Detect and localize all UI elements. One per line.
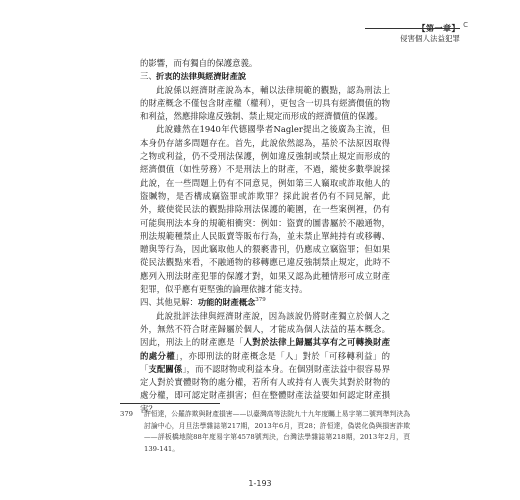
footnote-ref: 379 [255,297,266,304]
header-mark: C [463,21,468,29]
paragraph: 此說係以經濟財產說為本，輔以法律規範的觀點，認為刑法上的財產概念不僅包含財產權（權利），更包含一切具有經濟價值的物和利益，然應排除違反強制、禁止規定而形成的經濟價值的保護。 [140,84,390,122]
footnote-text: 許恒達，公羅詐欺與財產損害——以臺灣高等法院九十九年度矚上易字第二號判準判決為討論中心，月旦法學雜誌第217期，2013年6月，頁28；許恒達，偽裝化偽與損害詐欺——評板橋地院88年度易字第4578號判決，台灣法學雜誌第218期，2013年2月，頁139-141。 [144,410,410,453]
text-run: 」，而不認財物或利益本身。在個別財產法益中很容易界定人對於實體財物的處分權，若所有人或持有人喪失其對於財物的處分權，即可認定財產損害；但在整體財產法益要如何認定財產損害？ [140,363,390,414]
emphasis-control: 支配關係 [148,363,183,374]
footnote-number: 379 [120,410,133,418]
section-heading-4 [140,296,390,309]
paragraph [140,310,390,416]
intro-line: 的影響，而有獨自的保護意義。 [140,58,258,68]
section-prefix: 其他見解： [156,297,198,308]
section-title: 折衷的法律與經濟財產說 [156,71,247,82]
emphasis-definition: 人對於法律上歸屬其享有之可轉換財產的處分權 [140,337,391,361]
section-title: 功能的財產概念 [197,297,256,308]
footnote-rule [120,403,220,404]
footnote [120,409,410,455]
section-number: 四、 [140,297,157,308]
section-number: 三、 [140,71,157,82]
paragraph: 此說雖然在1940年代德國學者Nagler提出之後廣為主流，但本身仍存諸多問題存在。首先，此說依然認為，基於不法原因取得之物或利益，仍不受刑法保護，例如違反強制或禁止規定而形成的經濟價值（如性勞務）不是刑法上的財產，不過，縱使多數學說採此說，在一些問題上仍有不同意見，例如第三人竊取或詐取他人的盜贓物，是否構成竊盜罪或詐欺罪？採此說者仍有不同見解，此外，縱使從民法的觀點排除刑法保護的範圍，在一些案例裡，仍有可能與刑法本身的規範相衝突：例如：盜賣的圖書屬於不融通物，刑法規範種禁止人民販賣等販布行為，並未禁止單純持有或移轉、贈與等行為，因此竊取他人的猥褻書刊，仍應成立竊盜罪；但如果從民法觀點來看，不融通物的移轉應已違反強制禁止規定，此時不應列入刑法財產犯罪的保護才對，如果又認為此種情形可成立財產犯罪，似乎應有更堅強的論理依據才能支持。 [140,124,390,295]
chapter-subtitle: 侵害個人法益犯罪 [400,34,460,43]
text-run: 此說批評法律與經濟財產說，因為該說仍將財產獨立於個人之外，無然不符合財產歸屬於個人，才能成為個人法益的基本概念。因此，刑法上的財產應是「 [140,310,390,348]
page-number: 1-193 [248,479,272,488]
running-header [160,16,460,43]
header-rule [365,28,460,29]
text-run: 」，亦即刑法的財產概念是「人」對於「可移轉利益」的「 [140,350,390,374]
main-text [140,57,390,416]
section-heading-3 [140,70,390,83]
